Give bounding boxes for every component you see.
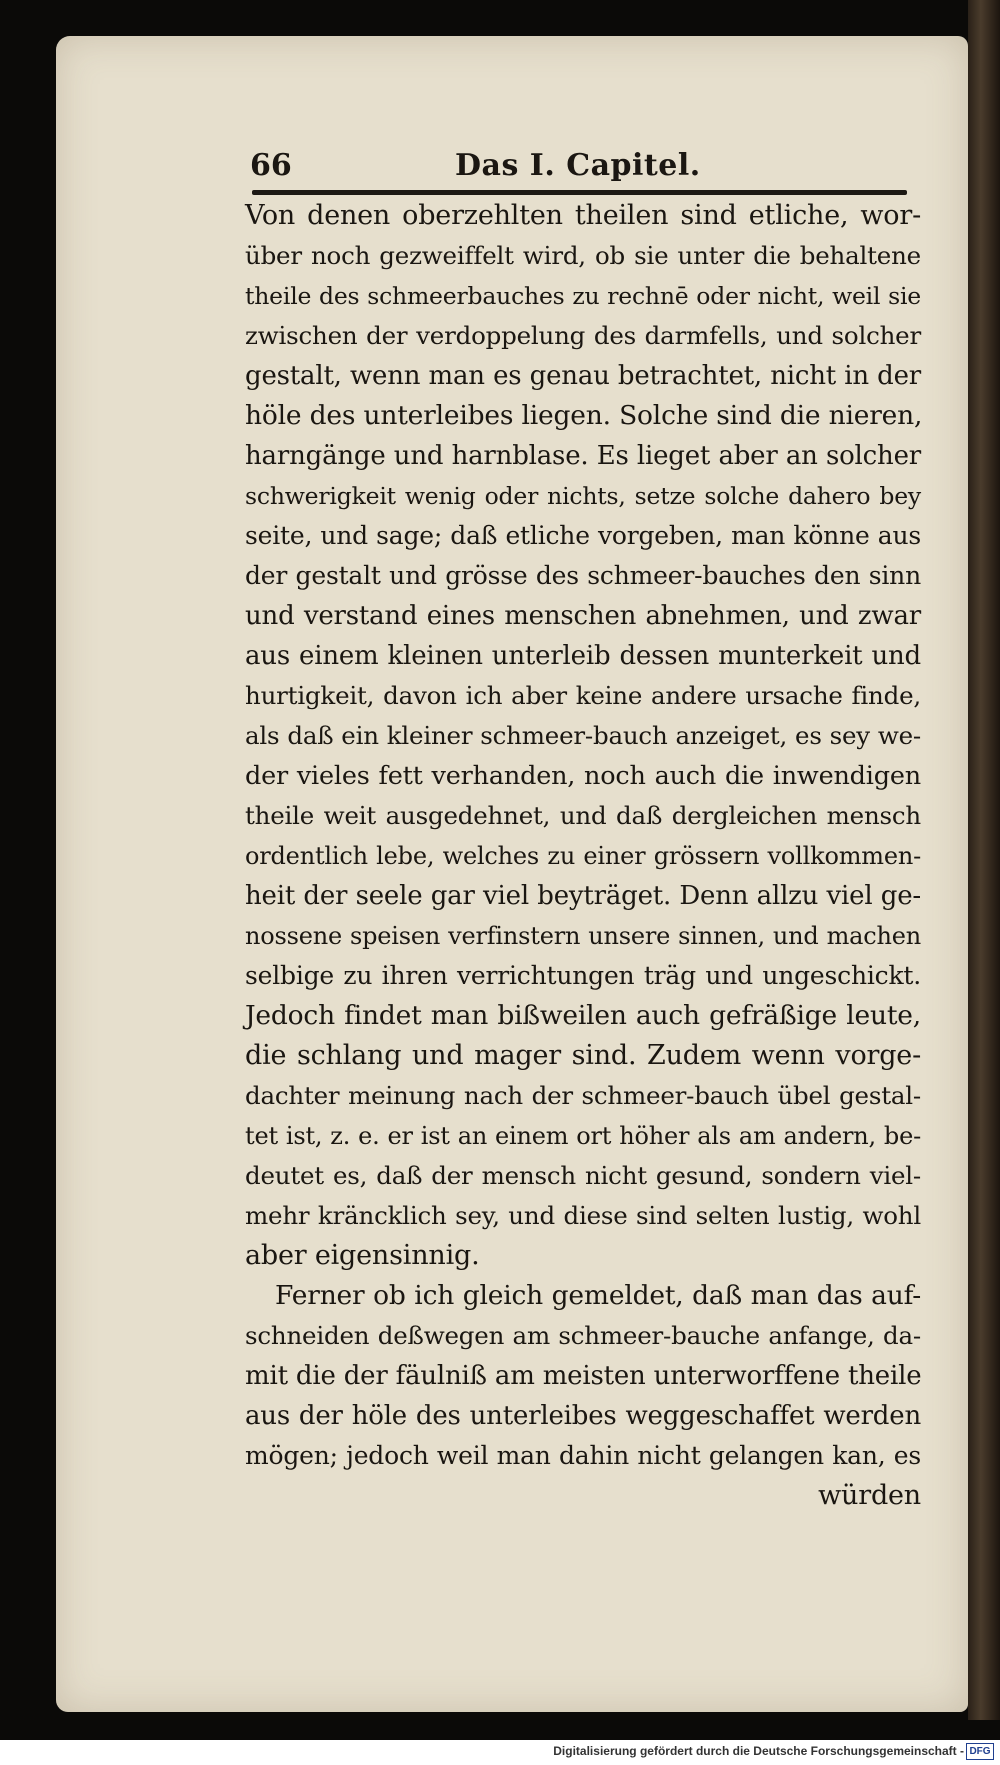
text-line: deutet es, daß der mensch nicht gesund, sondern viel- [245,1161,921,1190]
text-line: aber eigensinnig. [245,1240,480,1271]
text-line: mehr kräncklich sey, und diese sind selten lustig, wohl [245,1201,921,1230]
text-line: Jedoch findet man bißweilen auch gefräßige leute, [245,1000,921,1031]
text-line: zwischen der verdoppelung des darmfells, und solcher [245,321,921,350]
text-line: aus einem kleinen unterleib dessen munterkeit und [245,641,921,671]
running-head [250,148,910,184]
catchword: würden [818,1480,921,1511]
text-line: tet ist, z. e. er ist an einem ort höher als am andern, be- [245,1122,921,1150]
text-line: seite, und sage; daß etliche vorgeben, man könne aus [245,521,921,550]
dfg-logo: DFG [966,1743,994,1760]
text-line: über noch gezweiffelt wird, ob sie unter die behaltene [245,241,921,270]
text-line: hurtigkeit, davon ich aber keine andere ursache finde, [245,681,921,710]
text-line: mögen; jedoch weil man dahin nicht gelangen kan, es [245,1441,921,1470]
text-line: ordentlich lebe, welches zu einer grössern vollkommen- [245,842,921,870]
text-line: theile des schmeerbauches zu rechnē oder nicht, weil sie [245,282,921,310]
header-rule [252,190,907,195]
text-line: schwerigkeit wenig oder nichts, setze solche dahero bey [245,482,921,510]
text-line: als daß ein kleiner schmeer-bauch anzeiget, es sey we- [245,721,921,750]
text-line: heit der seele gar viel beyträget. Denn allzu viel ge- [245,881,921,911]
text-line: und verstand eines menschen abnehmen, und zwar [245,601,921,631]
book-spine-edge [968,0,1000,1720]
text-line: gestalt, wenn man es genau betrachtet, nicht in der [245,361,921,391]
text-line: mit die der fäulniß am meisten unterworffene theile [245,1361,922,1391]
page-number: 66 [250,148,292,183]
text-line: aus der höle des unterleibes weggeschaffet werden [245,1401,921,1431]
text-line: theile weit ausgedehnet, und daß dergleichen mensch [245,801,921,830]
chapter-title: Das I. Capitel. [455,148,701,183]
text-line: selbige zu ihren verrichtungen träg und ungeschickt. [245,961,921,990]
digitization-credit: Digitalisierung gefördert durch die Deutsche Forschungsgemeinschaft - [553,1744,964,1758]
text-line: dachter meinung nach der schmeer-bauch übel gestal- [245,1081,921,1110]
text-line: der vieles fett verhanden, noch auch die inwendigen [245,761,921,791]
text-line: die schlang und mager sind. Zudem wenn vorge- [245,1040,921,1071]
body-text [245,196,921,1516]
text-line: Ferner ob ich gleich gemeldet, daß man das auf- [275,1280,921,1311]
text-line: nossene speisen verfinstern unsere sinnen, und machen [245,922,921,950]
text-line: der gestalt und grösse des schmeer-bauches den sinn [245,561,921,590]
text-line: Von denen oberzehlten theilen sind etliche, wor- [245,200,921,231]
text-line: schneiden deßwegen am schmeer-bauche anfange, da- [245,1321,921,1350]
text-line: harngänge und harnblase. Es lieget aber an solcher [245,441,921,471]
text-line: höle des unterleibes liegen. Solche sind die nieren, [245,400,923,431]
